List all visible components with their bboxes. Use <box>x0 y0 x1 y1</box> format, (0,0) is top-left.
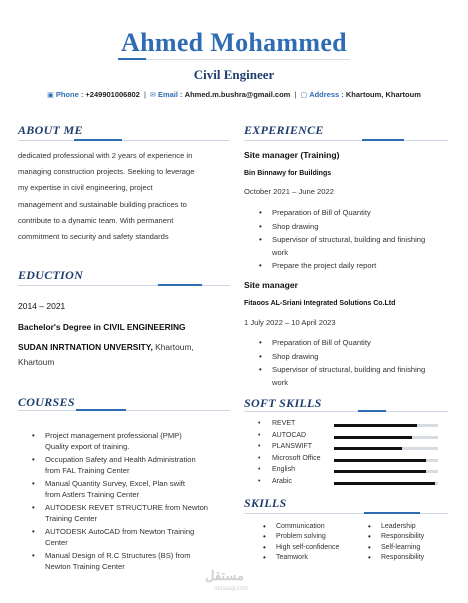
bullet-icon: • <box>258 466 261 474</box>
duty-line: • Shop drawing <box>272 351 319 361</box>
soft-skill-label: Microsoft Office <box>272 454 321 462</box>
course-line: Training Center <box>45 514 98 523</box>
skills-rule <box>244 513 448 514</box>
course-line: • AUTODESK AutoCAD from Newton Training <box>45 527 195 536</box>
education-heading: EDUCTION <box>18 268 84 282</box>
watermark-logo: مستقل <box>205 568 244 583</box>
course-line: Newton Training Center <box>45 562 125 571</box>
list-item: • Self-learning <box>363 543 453 553</box>
duty-line: • Prepare the project daily report <box>272 261 377 270</box>
about-line: managing construction projects. Seeking to leverage <box>18 167 195 177</box>
job-dates: October 2021 – June 2022 <box>244 187 334 196</box>
duty-line: • Preparation of Bill of Quantity <box>272 338 371 347</box>
list-item <box>27 550 227 572</box>
list-item <box>27 478 227 500</box>
courses-list <box>27 430 227 572</box>
job-duties <box>254 207 454 273</box>
skill-level-track <box>334 482 438 485</box>
skill-level-bar <box>334 459 426 462</box>
phone-icon: ▣ <box>47 92 54 99</box>
education-location-cont: Khartoum <box>18 357 55 367</box>
job-company: Bin Binnawy for Buildings <box>244 170 332 177</box>
course-line: • Manual Quantity Survey, Excel, Plan swift <box>45 479 185 488</box>
email-value[interactable]: Ahmed.m.bushra@gmail.com <box>184 90 291 99</box>
job-company: Fitaoos AL-Sriani Integrated Solutions Co.Ltd <box>244 300 396 307</box>
email-label: Email : <box>157 90 183 99</box>
courses-rule <box>18 410 230 411</box>
skills-heading: SKILLS <box>244 496 287 510</box>
soft-skill-row <box>254 420 444 432</box>
education-years: 2014 – 2021 <box>18 301 66 311</box>
list-item <box>254 351 454 364</box>
email-icon: ✉ <box>150 92 156 99</box>
address-value: Khartoum, Khartoum <box>345 90 421 99</box>
list-item <box>254 221 454 234</box>
skill-level-bar <box>334 424 417 427</box>
about-line: contribute to a dynamic team. With permanent <box>18 215 174 225</box>
education-rule <box>18 285 230 286</box>
skill-level-bar <box>334 436 412 439</box>
phone-value: +249901006802 <box>85 90 140 99</box>
skill-level-track <box>334 447 438 450</box>
bullet-icon: • <box>258 454 261 462</box>
duty-line: • Shop drawing <box>272 221 319 231</box>
soft-skill-row <box>254 432 444 444</box>
list-item <box>27 454 227 476</box>
list-item: • Responsibility <box>363 553 453 563</box>
separator: | <box>143 90 146 99</box>
course-line: • Manual Design of R.C Structures (BS) from <box>45 551 191 560</box>
list-item <box>254 260 454 273</box>
about-heading: ABOUT ME <box>18 123 83 137</box>
skill-level-track <box>334 424 438 427</box>
about-line: commitment to security and safety standards <box>18 232 169 242</box>
job-title: Site manager <box>244 280 298 290</box>
list-item: • Leadership <box>363 522 453 532</box>
soft-skill-label: PLANSWIFT <box>272 443 313 451</box>
car-icon: ▢ <box>300 92 308 99</box>
soft-skill-label: English <box>272 466 295 474</box>
course-line: Center <box>45 538 68 547</box>
soft-skills-heading: SOFT SKILLS <box>244 396 322 410</box>
skill-level-bar <box>334 447 402 450</box>
soft-skill-row <box>254 443 444 455</box>
skill-level-bar <box>334 482 435 485</box>
course-line: Quality export of training. <box>45 442 130 451</box>
soft-skill-label: Arabic <box>272 478 292 485</box>
bullet-icon: • <box>258 420 261 427</box>
list-item <box>254 234 454 259</box>
duty-line: • Preparation of Bill of Quantity <box>272 208 371 217</box>
soft-skill-row <box>254 466 444 478</box>
list-item <box>27 502 227 524</box>
soft-skill-label: REVET <box>272 420 296 427</box>
duty-line: • Supervisor of structural, building and finishing <box>272 365 426 374</box>
duty-line: work <box>272 377 289 387</box>
education-school: SUDAN INRTNATION UNVERSITY, <box>18 342 153 352</box>
education-degree: Bachelor's Degree in CIVIL ENGINEERING <box>18 322 186 332</box>
experience-rule <box>244 140 448 141</box>
candidate-title: Civil Engineer <box>193 67 275 82</box>
soft-skill-row <box>254 478 444 490</box>
job-dates: 1 July 2022 – 10 April 2023 <box>244 318 336 327</box>
about-line: my expertise in civil engineering, project <box>18 183 153 193</box>
duty-line: work <box>272 247 289 257</box>
bullet-icon: • <box>258 431 261 439</box>
experience-heading: EXPERIENCE <box>244 123 324 137</box>
duty-line: • Supervisor of structural, building and finishing <box>272 235 426 244</box>
course-line: • Project management professional (PMP) <box>45 431 182 440</box>
soft-skills-rule <box>244 411 448 412</box>
about-line: management and sustainable building practices to <box>18 199 187 209</box>
course-line: • Occupation Safety and Health Administration <box>45 455 196 464</box>
list-item: • Responsibility <box>363 532 453 542</box>
soft-skill-row <box>254 455 444 467</box>
skill-level-track <box>334 459 438 462</box>
list-item: • Teamwork <box>258 553 368 563</box>
job-duties <box>254 337 454 389</box>
list-item <box>254 337 454 350</box>
course-line: from FAL Training Center <box>45 466 130 475</box>
address-label: Address : <box>309 90 344 99</box>
soft-skill-label: AUTOCAD <box>272 431 307 439</box>
candidate-name: Ahmed Mohammed <box>121 28 347 57</box>
skill-level-bar <box>334 470 426 473</box>
job-title: Site manager (Training) <box>244 150 340 160</box>
list-item <box>254 364 454 389</box>
education-school-line <box>18 342 194 352</box>
separator: | <box>294 90 297 99</box>
list-item <box>254 207 454 220</box>
about-line: dedicated professional with 2 years of experience in <box>18 151 193 160</box>
about-rule <box>18 140 230 141</box>
skill-level-track <box>334 470 438 473</box>
course-line: from Astlers Training Center <box>45 490 140 499</box>
courses-heading: COURSES <box>18 395 75 409</box>
about-text <box>18 148 233 245</box>
name-divider <box>118 59 350 60</box>
bullet-icon: • <box>258 478 261 485</box>
course-line: • AUTODESK REVET STRUCTURE from Newton <box>45 503 209 512</box>
bullet-icon: • <box>258 443 261 451</box>
list-item: • Problem solving <box>258 532 368 542</box>
skill-level-track <box>334 436 438 439</box>
phone-label: Phone : <box>55 90 84 99</box>
list-item <box>27 526 227 548</box>
list-item <box>27 430 227 452</box>
watermark-url: mostaql.com <box>214 586 249 592</box>
contact-line <box>0 90 468 99</box>
list-item: • Communication <box>258 522 368 532</box>
skills-list-left <box>258 522 368 564</box>
skills-list-right <box>363 522 453 564</box>
education-location: Khartoum, <box>155 342 194 352</box>
list-item: • High self-confidence <box>258 543 368 553</box>
